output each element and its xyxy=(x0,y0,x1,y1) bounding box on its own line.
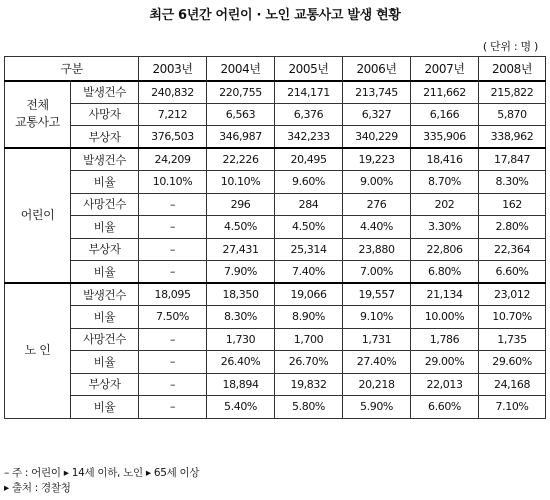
table-cell: 4.50% xyxy=(275,216,343,239)
table-body xyxy=(5,81,546,419)
table-cell: 7.40% xyxy=(275,261,343,284)
table-cell: 346,987 xyxy=(207,126,275,149)
table-row xyxy=(5,148,546,171)
table-row xyxy=(5,81,546,104)
table-cell: – xyxy=(139,396,207,419)
table-cell: 276 xyxy=(343,193,411,216)
table-cell: 17,847 xyxy=(479,148,546,171)
table-row xyxy=(5,171,546,194)
table-row xyxy=(5,373,546,396)
table-cell: 1,735 xyxy=(479,328,546,351)
row-label: 부상자 xyxy=(71,373,139,396)
table-cell: 29.60% xyxy=(479,351,546,374)
table-row xyxy=(5,261,546,284)
table-cell: 23,880 xyxy=(343,238,411,261)
table-cell: 162 xyxy=(479,193,546,216)
table-cell: 22,226 xyxy=(207,148,275,171)
table-cell: 3.30% xyxy=(411,216,479,239)
table-cell: 22,013 xyxy=(411,373,479,396)
table-cell: 26.70% xyxy=(275,351,343,374)
table-cell: – xyxy=(139,193,207,216)
table-cell: 22,364 xyxy=(479,238,546,261)
table-row xyxy=(5,238,546,261)
row-label: 비율 xyxy=(71,306,139,329)
table-cell: 4.50% xyxy=(207,216,275,239)
group-label: 노 인 xyxy=(5,283,71,418)
table-cell: 20,218 xyxy=(343,373,411,396)
table-cell: 335,906 xyxy=(411,126,479,149)
table-row xyxy=(5,351,546,374)
table-cell: 211,662 xyxy=(411,81,479,104)
table-row xyxy=(5,283,546,306)
group-label: 어린이 xyxy=(5,148,71,283)
table-cell: 10.10% xyxy=(139,171,207,194)
row-label: 발생건수 xyxy=(71,283,139,306)
table-row xyxy=(5,328,546,351)
header-row xyxy=(5,57,546,81)
header-category: 구분 xyxy=(5,57,139,81)
header-year: 2003년 xyxy=(139,57,207,81)
table-cell: 20,495 xyxy=(275,148,343,171)
header-year: 2008년 xyxy=(479,57,546,81)
row-label: 비율 xyxy=(71,396,139,419)
table-cell: 202 xyxy=(411,193,479,216)
table-cell: 9.60% xyxy=(275,171,343,194)
table-cell: 18,350 xyxy=(207,283,275,306)
table-row xyxy=(5,216,546,239)
table-cell: 23,012 xyxy=(479,283,546,306)
table-cell: 376,503 xyxy=(139,126,207,149)
accident-table xyxy=(4,56,546,419)
table-cell: 19,832 xyxy=(275,373,343,396)
table-cell: 24,168 xyxy=(479,373,546,396)
table-cell: 6,376 xyxy=(275,103,343,126)
table-row xyxy=(5,103,546,126)
table-cell: – xyxy=(139,216,207,239)
header-year: 2007년 xyxy=(411,57,479,81)
table-row xyxy=(5,126,546,149)
table-cell: 284 xyxy=(275,193,343,216)
group-label: 전체 교통사고 xyxy=(5,81,71,149)
table-cell: 29.00% xyxy=(411,351,479,374)
row-label: 비율 xyxy=(71,261,139,284)
footnote: – 주 : 어린이 ▸ 14세 이하, 노인 ▸ 65세 이상 xyxy=(4,467,200,479)
page-title: 최근 6년간 어린이 · 노인 교통사고 발생 현황 xyxy=(149,8,401,23)
table-cell: 10.10% xyxy=(207,171,275,194)
table-cell: 215,822 xyxy=(479,81,546,104)
table-cell: 1,731 xyxy=(343,328,411,351)
table-cell: 220,755 xyxy=(207,81,275,104)
table-cell: 8.90% xyxy=(275,306,343,329)
table-cell: 9.10% xyxy=(343,306,411,329)
table-cell: 21,134 xyxy=(411,283,479,306)
header-year: 2004년 xyxy=(207,57,275,81)
table-cell: 27,431 xyxy=(207,238,275,261)
table-row xyxy=(5,306,546,329)
table-cell: 342,233 xyxy=(275,126,343,149)
table-cell: 1,786 xyxy=(411,328,479,351)
table-cell: 296 xyxy=(207,193,275,216)
table-cell: – xyxy=(139,328,207,351)
table-cell: 6.80% xyxy=(411,261,479,284)
table-cell: 25,314 xyxy=(275,238,343,261)
table-cell: 18,894 xyxy=(207,373,275,396)
table-cell: 1,700 xyxy=(275,328,343,351)
table-cell: 4.40% xyxy=(343,216,411,239)
row-label: 발생건수 xyxy=(71,148,139,171)
table-cell: 5,870 xyxy=(479,103,546,126)
table-cell: 19,066 xyxy=(275,283,343,306)
header-year: 2006년 xyxy=(343,57,411,81)
row-label: 사망자 xyxy=(71,103,139,126)
table-cell: 6,327 xyxy=(343,103,411,126)
table-cell: 213,745 xyxy=(343,81,411,104)
row-label: 비율 xyxy=(71,351,139,374)
header-year: 2005년 xyxy=(275,57,343,81)
table-cell: 8.30% xyxy=(207,306,275,329)
footnotes xyxy=(4,466,199,496)
table-cell: 6,563 xyxy=(207,103,275,126)
table-cell: 7,212 xyxy=(139,103,207,126)
row-label: 사망건수 xyxy=(71,193,139,216)
table-cell: 7.00% xyxy=(343,261,411,284)
table-cell: 8.70% xyxy=(411,171,479,194)
table-cell: 18,095 xyxy=(139,283,207,306)
table-cell: – xyxy=(139,261,207,284)
table-cell: 240,832 xyxy=(139,81,207,104)
table-cell: 10.00% xyxy=(411,306,479,329)
table-cell: 2.80% xyxy=(479,216,546,239)
table-cell: 7.90% xyxy=(207,261,275,284)
table-cell: 8.30% xyxy=(479,171,546,194)
source-note: ▸ 출처 : 경찰청 xyxy=(4,482,71,494)
table-cell: 7.10% xyxy=(479,396,546,419)
table-cell: 214,171 xyxy=(275,81,343,104)
table-row xyxy=(5,396,546,419)
table-cell: 26.40% xyxy=(207,351,275,374)
row-label: 발생건수 xyxy=(71,81,139,104)
table-cell: 338,962 xyxy=(479,126,546,149)
table-cell: 22,806 xyxy=(411,238,479,261)
table-cell: 5.90% xyxy=(343,396,411,419)
table-cell: 10.70% xyxy=(479,306,546,329)
table-cell: 18,416 xyxy=(411,148,479,171)
table-cell: 6.60% xyxy=(411,396,479,419)
table-cell: 340,229 xyxy=(343,126,411,149)
table-cell: – xyxy=(139,373,207,396)
table-cell: 6.60% xyxy=(479,261,546,284)
table-cell: 9.00% xyxy=(343,171,411,194)
table-cell: 5.80% xyxy=(275,396,343,419)
row-label: 부상자 xyxy=(71,126,139,149)
row-label: 부상자 xyxy=(71,238,139,261)
table-cell: – xyxy=(139,238,207,261)
table-cell: 24,209 xyxy=(139,148,207,171)
table-row xyxy=(5,193,546,216)
row-label: 비율 xyxy=(71,216,139,239)
row-label: 사망건수 xyxy=(71,328,139,351)
table-cell: 27.40% xyxy=(343,351,411,374)
table-cell: 1,730 xyxy=(207,328,275,351)
table-cell: 19,223 xyxy=(343,148,411,171)
row-label: 비율 xyxy=(71,171,139,194)
unit-label: ( 단위 : 명 ) xyxy=(482,40,538,53)
table-cell: – xyxy=(139,351,207,374)
table-cell: 6,166 xyxy=(411,103,479,126)
table-cell: 7.50% xyxy=(139,306,207,329)
table-cell: 5.40% xyxy=(207,396,275,419)
table-cell: 19,557 xyxy=(343,283,411,306)
